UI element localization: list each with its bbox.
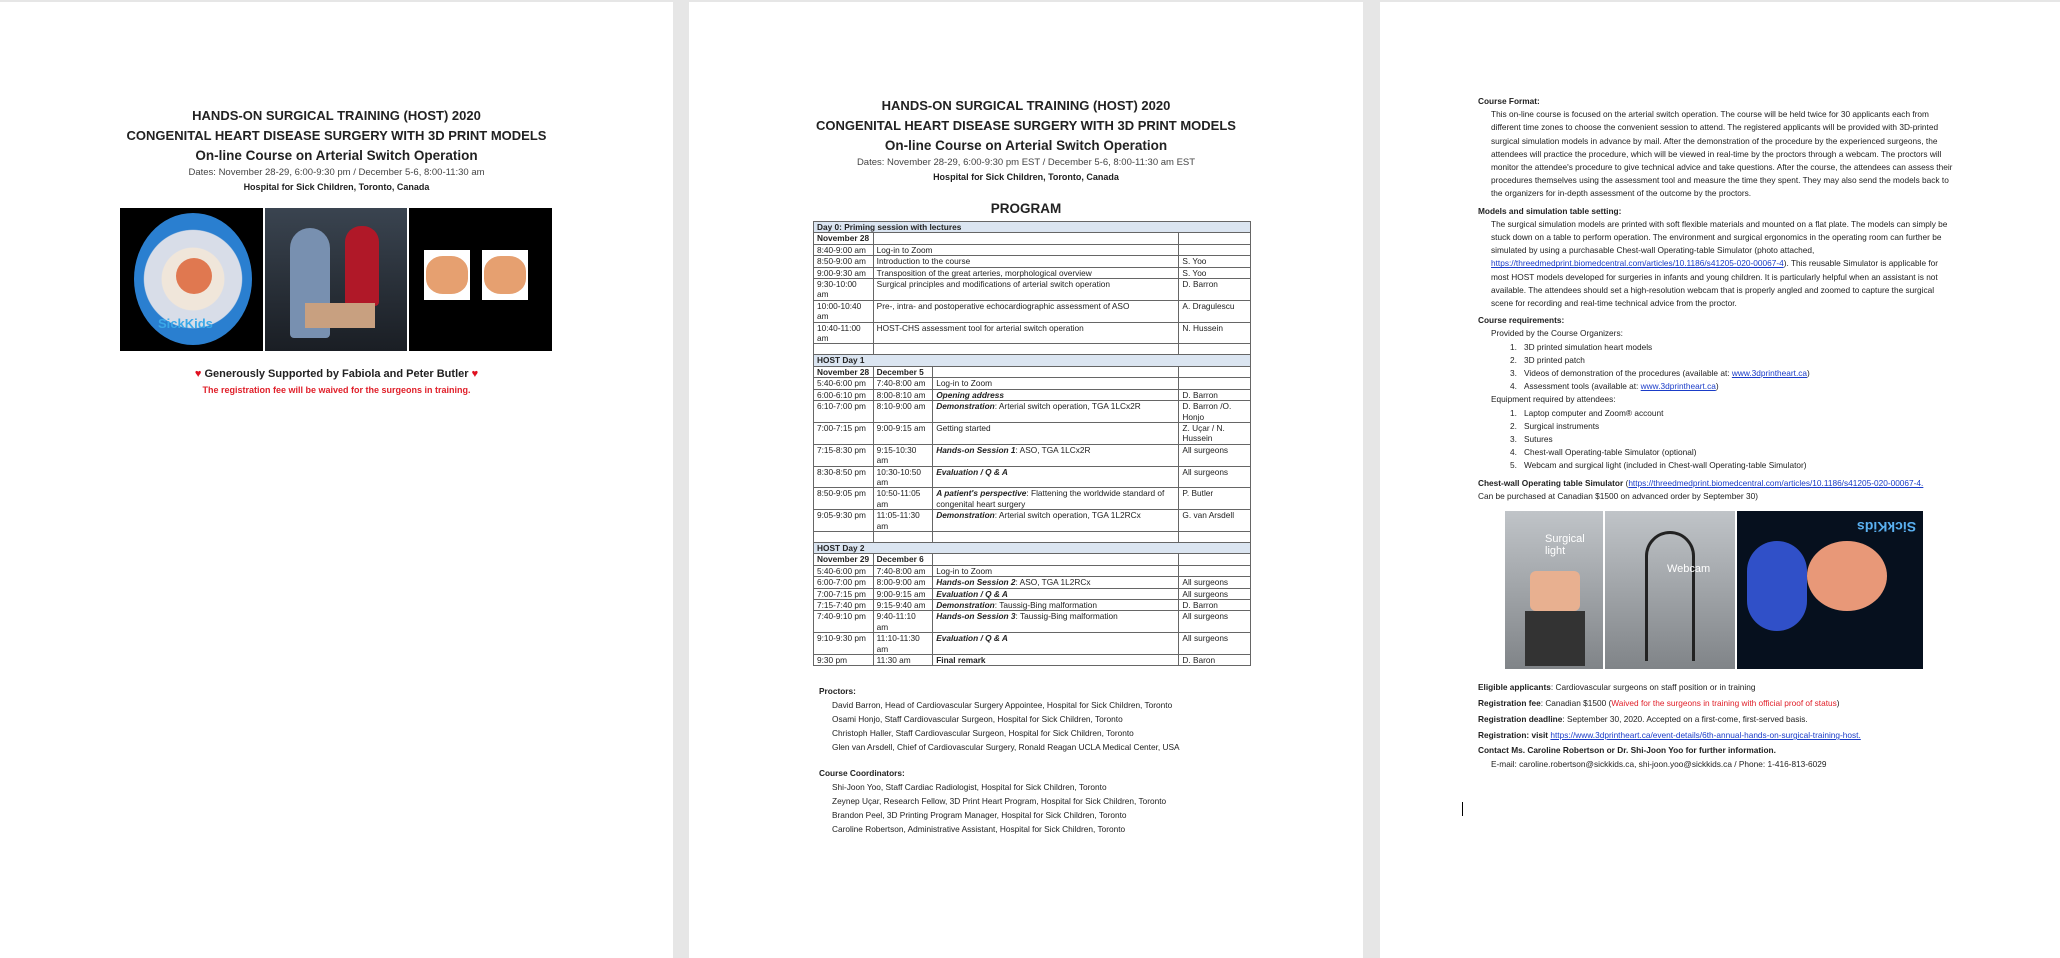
- table-row: [814, 222, 1251, 233]
- session-text: Getting started: [936, 422, 991, 433]
- list-item: [1478, 380, 1958, 393]
- simulator-photos: [1505, 511, 1923, 669]
- list-number: 3.: [1510, 368, 1517, 379]
- provided-title: Provided by the Course Organizers:: [1491, 328, 1623, 339]
- table-row: [814, 344, 1251, 355]
- table-row: [814, 233, 1251, 244]
- session-text: : Taussig-Bing malformation: [1015, 611, 1118, 622]
- table-row: [814, 422, 1251, 444]
- item-text: ): [1807, 368, 1810, 379]
- table-cell: 8:50-9:00 am: [814, 256, 874, 267]
- title-line-3: On-line Course on Arterial Switch Operation: [195, 148, 478, 163]
- website-link[interactable]: www.3dprintheart.ca: [1731, 368, 1808, 379]
- table-cell: HOST Day 2: [814, 542, 1251, 553]
- table-cell: 8:00-9:00 am: [873, 577, 933, 588]
- models-title: Models and simulation table setting:: [1478, 205, 1622, 216]
- deadline-line: [1478, 711, 1958, 727]
- table-cell: 8:30-8:50 pm: [814, 466, 874, 488]
- table-cell: 11:30 am: [873, 655, 933, 666]
- list-number: 3.: [1510, 434, 1517, 445]
- session-type: A patient's perspective: [936, 488, 1027, 499]
- simulator-price: Can be purchased at Canadian $1500 on advanced order by September 30): [1478, 490, 1758, 501]
- table-cell: December 5: [873, 366, 933, 377]
- table-row: [814, 444, 1251, 466]
- table-cell: 5:40-6:00 pm: [814, 565, 874, 576]
- table-row: [814, 466, 1251, 488]
- table-row: [814, 510, 1251, 532]
- table-cell: [933, 488, 1179, 510]
- table-cell: [1179, 233, 1251, 244]
- table-cell: D. Barron: [1179, 600, 1251, 611]
- text-cursor: [1462, 802, 1463, 816]
- program-content: [813, 221, 1251, 836]
- simulator-link[interactable]: https://threedmedprint.biomedcentral.com/articles/10.1186/s41205-020-00067-4.: [1628, 477, 1924, 488]
- session-type: Opening address: [936, 389, 1004, 400]
- title-line-2: CONGENITAL HEART DISEASE SURGERY WITH 3D PRINT MODELS: [126, 128, 547, 143]
- table-row: [814, 633, 1251, 655]
- session-text: Log-in to Zoom: [936, 378, 993, 389]
- table-cell: 10:00-10:40 am: [814, 300, 874, 322]
- photo-strip: [120, 208, 552, 351]
- table-cell: November 28: [814, 366, 874, 377]
- table-cell: 9:05-9:30 pm: [814, 510, 874, 532]
- table-cell: Transposition of the great arteries, morphological overview: [873, 267, 1179, 278]
- table-cell: [1179, 378, 1251, 389]
- session-type: Demonstration: [936, 600, 995, 610]
- table-cell: 9:15-10:30 am: [873, 444, 933, 466]
- table-cell: [933, 444, 1179, 466]
- item-text: Sutures: [1524, 434, 1553, 445]
- table-cell: 11:05-11:30 am: [873, 510, 933, 532]
- page-3: [1380, 2, 2060, 958]
- page-1: [0, 2, 673, 958]
- course-format-title: Course Format:: [1478, 96, 1540, 106]
- table-cell: [1179, 565, 1251, 576]
- table-row: [814, 588, 1251, 599]
- table-cell: [933, 600, 1179, 611]
- program-table: [813, 221, 1251, 666]
- label: Eligible applicants: [1478, 682, 1551, 693]
- item-text: Chest-wall Operating-table Simulator (optional): [1524, 447, 1697, 458]
- hospital: Hospital for Sick Children, Toronto, Canada: [933, 172, 1119, 182]
- list-item: Brandon Peel, 3D Printing Program Manager, Hospital for Sick Children, Toronto: [832, 810, 1127, 821]
- session-type: Evaluation / Q & A: [936, 633, 1008, 644]
- session-type: Evaluation / Q & A: [936, 466, 1008, 477]
- table-cell: 7:15-7:40 pm: [814, 600, 874, 611]
- list-item: Osami Honjo, Staff Cardiovascular Surgeon, Hospital for Sick Children, Toronto: [832, 714, 1123, 725]
- table-cell: 8:50-9:05 pm: [814, 488, 874, 510]
- label: Registration deadline: [1478, 714, 1563, 725]
- session-type: Hands-on Session 2: [936, 577, 1016, 588]
- provided-list: [1478, 341, 1958, 394]
- table-cell: [814, 531, 874, 542]
- list-number: 1.: [1510, 407, 1517, 418]
- table-cell: [933, 510, 1179, 532]
- list-number: 2.: [1510, 420, 1517, 431]
- list-number: 5.: [1510, 460, 1517, 471]
- table-cell: [933, 588, 1179, 599]
- table-cell: All surgeons: [1179, 588, 1251, 599]
- photo-heart-models: [409, 208, 552, 351]
- course-format-text: This on-line course is focused on the arterial switch operation. The course will be held twice for 30 applicants each from different time zones to choose the convenient session to attend. The registered applicants will be provided with 3D-printed surgical simulation models in advance by mail. After the demonstration of the procedure by the experienced surgeons, the attendees will practice the procedure, which will be viewed in real-time by the proctors through a webcam. The proctors will monitor the attendee's procedure to give technical advice and take questions. After the course, the attendees can assess their procedures themselves using the assessment tool and measure the time they spent. They may also send the models back to the organizers for in-depth assessment of the outcome by the proctors.: [1491, 109, 1953, 199]
- value: : September 30, 2020. Accepted on a first-come, first-served basis.: [1562, 714, 1808, 725]
- support-text: Generously Supported by Fabiola and Peter Butler: [204, 368, 469, 380]
- equipment-title: Equipment required by attendees:: [1491, 394, 1616, 405]
- table-row: [814, 542, 1251, 553]
- item-text: Webcam and surgical light (included in Chest-wall Operating-table Simulator): [1524, 460, 1807, 471]
- table-cell: [1179, 554, 1251, 565]
- list-item: [1478, 420, 1958, 433]
- list-item: [1478, 446, 1958, 459]
- table-cell: D. Barron: [1179, 279, 1251, 301]
- photo-label: Webcam: [1667, 563, 1711, 576]
- sickkids-logo: SickKids: [1857, 519, 1917, 536]
- list-item: Glen van Arsdell, Chief of Cardiovascular Surgery, Ronald Reagan UCLA Medical Center, USA: [832, 742, 1180, 753]
- table-cell: 7:15-8:30 pm: [814, 444, 874, 466]
- table-cell: [933, 554, 1179, 565]
- table-row: [814, 366, 1251, 377]
- table-cell: December 6: [873, 554, 933, 565]
- heart-icon: ♥: [471, 368, 479, 380]
- proctors-list: [819, 684, 1251, 754]
- table-cell: 9:40-11:10 am: [873, 611, 933, 633]
- table-cell: [873, 233, 1179, 244]
- table-cell: 6:00-7:00 pm: [814, 577, 874, 588]
- table-cell: HOST-CHS assessment tool for arterial switch operation: [873, 322, 1179, 344]
- table-cell: [933, 366, 1179, 377]
- table-row: [814, 389, 1251, 400]
- table-cell: [1179, 344, 1251, 355]
- table-cell: All surgeons: [1179, 577, 1251, 588]
- table-cell: 8:00-8:10 am: [873, 389, 933, 400]
- list-item: [1478, 367, 1958, 380]
- item-text: Assessment tools (available at:: [1524, 381, 1641, 392]
- item-text: ): [1715, 381, 1719, 392]
- table-row: [814, 300, 1251, 322]
- title-line-1: HANDS-ON SURGICAL TRAINING (HOST) 2020: [192, 108, 481, 123]
- photo-webcam: [1605, 511, 1735, 669]
- table-cell: [873, 531, 933, 542]
- value: ): [1836, 698, 1840, 709]
- table-cell: [933, 389, 1179, 400]
- photo-surgical-light: [1505, 511, 1603, 669]
- table-cell: [933, 655, 1179, 666]
- session-type: Hands-on Session 3: [936, 611, 1016, 622]
- table-cell: 10:40-11:00 am: [814, 322, 874, 344]
- table-row: [814, 488, 1251, 510]
- session-type: Hands-on Session 1: [936, 444, 1016, 455]
- table-cell: 6:00-6:10 pm: [814, 389, 874, 400]
- table-cell: 7:00-7:15 pm: [814, 422, 874, 444]
- list-number: 2.: [1510, 354, 1517, 365]
- contact-email: E-mail: caroline.robertson@sickkids.ca, shi-joon.yoo@sickkids.ca / Phone: 1-416-813-6029: [1491, 759, 1827, 770]
- table-cell: Surgical principles and modifications of arterial switch operation: [873, 279, 1179, 301]
- table-row: [814, 600, 1251, 611]
- registration-link[interactable]: https://www.3dprintheart.ca/event-details/6th-annual-hands-on-surgical-training-host.: [1550, 730, 1861, 741]
- photo-simulator: [120, 208, 263, 351]
- list-item: Christoph Haller, Staff Cardiovascular Surgeon, Hospital for Sick Children, Toronto: [832, 728, 1134, 739]
- dates: Dates: November 28-29, 6:00-9:30 pm / December 5-6, 8:00-11:30 am: [188, 167, 485, 178]
- table-cell: All surgeons: [1179, 444, 1251, 466]
- table-cell: N. Hussein: [1179, 322, 1251, 344]
- program-title: PROGRAM: [990, 201, 1062, 216]
- table-cell: P. Butler: [1179, 488, 1251, 510]
- table-cell: 9:00-9:15 am: [873, 588, 933, 599]
- models-text-b: ). This reusable Simulator is applicable for most HOST models developed for surgeries in infants and young children. It is particularly helpful when an assistant is not available. The attendees should set a high-resolution webcam that is properly angled and zoomed to capture the surgical scene for recording and real-time technical advice from the proctor.: [1491, 258, 1939, 309]
- table-cell: G. van Arsdell: [1179, 510, 1251, 532]
- table-row: [814, 611, 1251, 633]
- table-row: [814, 279, 1251, 301]
- table-row: [814, 655, 1251, 666]
- table-cell: 9:15-9:40 am: [873, 600, 933, 611]
- fee-waived-note: The registration fee will be waived for the surgeons in training.: [202, 385, 471, 395]
- article-link[interactable]: https://threedmedprint.biomedcentral.com/articles/10.1186/s41205-020-00067-4: [1491, 258, 1784, 269]
- table-cell: [933, 466, 1179, 488]
- models-text-a: The surgical simulation models are printed with soft flexible materials and mounted on a flat plate. The models can simply be stuck down on a table to perform operation. The environment and surgical ergonomics in the operating room can further be simulated by using a purchasable Chest-wall Operating-table Simulator (photo attached,: [1491, 218, 1948, 256]
- table-cell: Introduction to the course: [873, 256, 1179, 267]
- item-text: 3D printed simulation heart models: [1524, 341, 1653, 352]
- table-row: [814, 355, 1251, 366]
- label: Registration: visit: [1478, 730, 1551, 741]
- page-2-header: [689, 96, 1363, 184]
- table-cell: 5:40-6:00 pm: [814, 378, 874, 389]
- table-cell: [933, 611, 1179, 633]
- table-cell: [933, 565, 1179, 576]
- page-2: [689, 2, 1363, 958]
- label: Registration fee: [1478, 698, 1541, 709]
- table-cell: 7:40-9:10 pm: [814, 611, 874, 633]
- table-row: [814, 244, 1251, 255]
- value: : Cardiovascular surgeons on staff position or in training: [1550, 682, 1756, 693]
- table-row: [814, 401, 1251, 423]
- table-row: [814, 577, 1251, 588]
- table-cell: 9:30-10:00 am: [814, 279, 874, 301]
- list-item: [1478, 407, 1958, 420]
- fee-waiver: Waived for the surgeons in training with official proof of status: [1611, 698, 1837, 709]
- page-1-header: [0, 106, 673, 194]
- table-cell: [933, 531, 1179, 542]
- table-row: [814, 378, 1251, 389]
- table-cell: Z. Uçar / N. Hussein: [1179, 422, 1251, 444]
- item-text: Laptop computer and Zoom® account: [1524, 407, 1664, 418]
- list-item: Shi-Joon Yoo, Staff Cardiac Radiologist, Hospital for Sick Children, Toronto: [832, 782, 1107, 793]
- item-text: Videos of demonstration of the procedures (available at:: [1524, 368, 1732, 379]
- table-cell: Day 0: Priming session with lectures: [814, 222, 1251, 233]
- title-line-1: HANDS-ON SURGICAL TRAINING (HOST) 2020: [881, 98, 1171, 113]
- session-type: Evaluation / Q & A: [936, 588, 1008, 599]
- table-cell: November 29: [814, 554, 874, 565]
- list-number: 4.: [1510, 447, 1517, 458]
- photo-label: Surgical light: [1545, 533, 1585, 558]
- table-row: [814, 256, 1251, 267]
- table-cell: D. Barron /O. Honjo: [1179, 401, 1251, 423]
- table-cell: [814, 344, 874, 355]
- table-cell: [933, 577, 1179, 588]
- table-cell: [1179, 366, 1251, 377]
- sickkids-logo: SickKids: [158, 316, 213, 331]
- hospital: Hospital for Sick Children, Toronto, Canada: [243, 182, 430, 192]
- coordinators-list: [819, 766, 1251, 836]
- list-number: 1.: [1510, 341, 1517, 352]
- table-cell: [933, 401, 1179, 423]
- table-cell: All surgeons: [1179, 611, 1251, 633]
- table-cell: 9:10-9:30 pm: [814, 633, 874, 655]
- table-row: [814, 531, 1251, 542]
- table-cell: 9:30 pm: [814, 655, 874, 666]
- table-cell: 9:00-9:30 am: [814, 267, 874, 278]
- table-cell: All surgeons: [1179, 633, 1251, 655]
- table-cell: 8:40-9:00 am: [814, 244, 874, 255]
- table-cell: S. Yoo: [1179, 267, 1251, 278]
- table-cell: 6:10-7:00 pm: [814, 401, 874, 423]
- session-text: : Taussig-Bing malformation: [994, 600, 1097, 610]
- table-cell: A. Dragulescu: [1179, 300, 1251, 322]
- table-cell: Pre-, intra- and postoperative echocardiographic assessment of ASO: [873, 300, 1179, 322]
- table-cell: 11:10-11:30 am: [873, 633, 933, 655]
- table-cell: [933, 378, 1179, 389]
- table-row: [814, 554, 1251, 565]
- session-type: Final remark: [936, 655, 986, 666]
- contact-line: Contact Ms. Caroline Robertson or Dr. Shi-Joon Yoo for further information.: [1478, 745, 1776, 756]
- eligible-line: [1478, 679, 1958, 695]
- photo-surgeons: [265, 208, 408, 351]
- registration-line: [1478, 727, 1958, 743]
- table-cell: Log-in to Zoom: [873, 244, 1179, 255]
- proctors-title: Proctors:: [819, 686, 856, 697]
- table-cell: [873, 344, 1179, 355]
- title-line-2: CONGENITAL HEART DISEASE SURGERY WITH 3D PRINT MODELS: [816, 118, 1236, 133]
- heart-icon: ♥: [194, 368, 202, 380]
- table-cell: D. Barron: [1179, 389, 1251, 400]
- session-text: : ASO, TGA 1L2RCx: [1015, 577, 1091, 588]
- table-cell: 10:30-10:50 am: [873, 466, 933, 488]
- support-line: [0, 368, 673, 380]
- list-number: 4.: [1510, 381, 1517, 392]
- session-text: Log-in to Zoom: [936, 565, 993, 576]
- session-type: Demonstration: [936, 401, 995, 412]
- session-type: Demonstration: [936, 510, 995, 521]
- table-cell: [1179, 531, 1251, 542]
- session-text: : Flattening the worldwide standard of congenital heart surgery: [936, 488, 1165, 509]
- table-cell: [1179, 244, 1251, 255]
- table-cell: November 28: [814, 233, 874, 244]
- item-text: 3D printed patch: [1524, 354, 1585, 365]
- simulator-title: Chest-wall Operating table Simulator: [1478, 477, 1624, 488]
- photo-simulator-use: [1737, 511, 1923, 669]
- session-text: : ASO, TGA 1LCx2R: [1015, 444, 1091, 455]
- table-cell: [933, 633, 1179, 655]
- table-cell: 9:00-9:15 am: [873, 422, 933, 444]
- list-item: [1478, 354, 1958, 367]
- dates: Dates: November 28-29, 6:00-9:30 pm EST / December 5-6, 8:00-11:30 am EST: [856, 157, 1196, 168]
- list-item: Caroline Robertson, Administrative Assistant, Hospital for Sick Children, Toronto: [832, 824, 1126, 835]
- title-line-3: On-line Course on Arterial Switch Operation: [884, 138, 1168, 153]
- registration-info: [1478, 679, 1958, 771]
- table-cell: 7:40-8:00 am: [873, 565, 933, 576]
- list-item: [1478, 341, 1958, 354]
- table-row: [814, 565, 1251, 576]
- table-row: [814, 267, 1251, 278]
- session-text: : Arterial switch operation, TGA 1L2RCx: [994, 510, 1141, 521]
- page-3-content: [1478, 95, 1958, 771]
- table-cell: 7:00-7:15 pm: [814, 588, 874, 599]
- list-item: [1478, 433, 1958, 446]
- list-item: [1478, 459, 1958, 472]
- table-cell: 10:50-11:05 am: [873, 488, 933, 510]
- value: : Canadian $1500 (: [1540, 698, 1612, 709]
- equipment-list: [1478, 407, 1958, 473]
- table-cell: D. Baron: [1179, 655, 1251, 666]
- table-row: [814, 322, 1251, 344]
- list-item: Zeynep Uçar, Research Fellow, 3D Print Heart Program, Hospital for Sick Children, Toronto: [832, 796, 1167, 807]
- table-cell: [933, 422, 1179, 444]
- website-link[interactable]: www.3dprintheart.ca: [1640, 381, 1716, 392]
- session-text: : Arterial switch operation, TGA 1LCx2R: [994, 401, 1141, 412]
- models-text: [1478, 218, 1958, 310]
- table-cell: 8:10-9:00 am: [873, 401, 933, 423]
- fee-line: [1478, 695, 1958, 711]
- table-cell: HOST Day 1: [814, 355, 1251, 366]
- table-cell: 7:40-8:00 am: [873, 378, 933, 389]
- requirements-title: Course requirements:: [1478, 315, 1565, 326]
- item-text: Surgical instruments: [1524, 420, 1600, 431]
- table-cell: All surgeons: [1179, 466, 1251, 488]
- table-cell: S. Yoo: [1179, 256, 1251, 267]
- list-item: David Barron, Head of Cardiovascular Surgery Appointee, Hospital for Sick Children, Toronto: [832, 700, 1173, 711]
- course-info: [1478, 95, 1958, 503]
- coordinators-title: Course Coordinators:: [819, 768, 905, 779]
- simulator-line: Chest-wall Operating table Simulator (https://threedmedprint.biomedcentral.com/articles/10.1186/s41205-020-00067-4.: [1478, 477, 1924, 488]
